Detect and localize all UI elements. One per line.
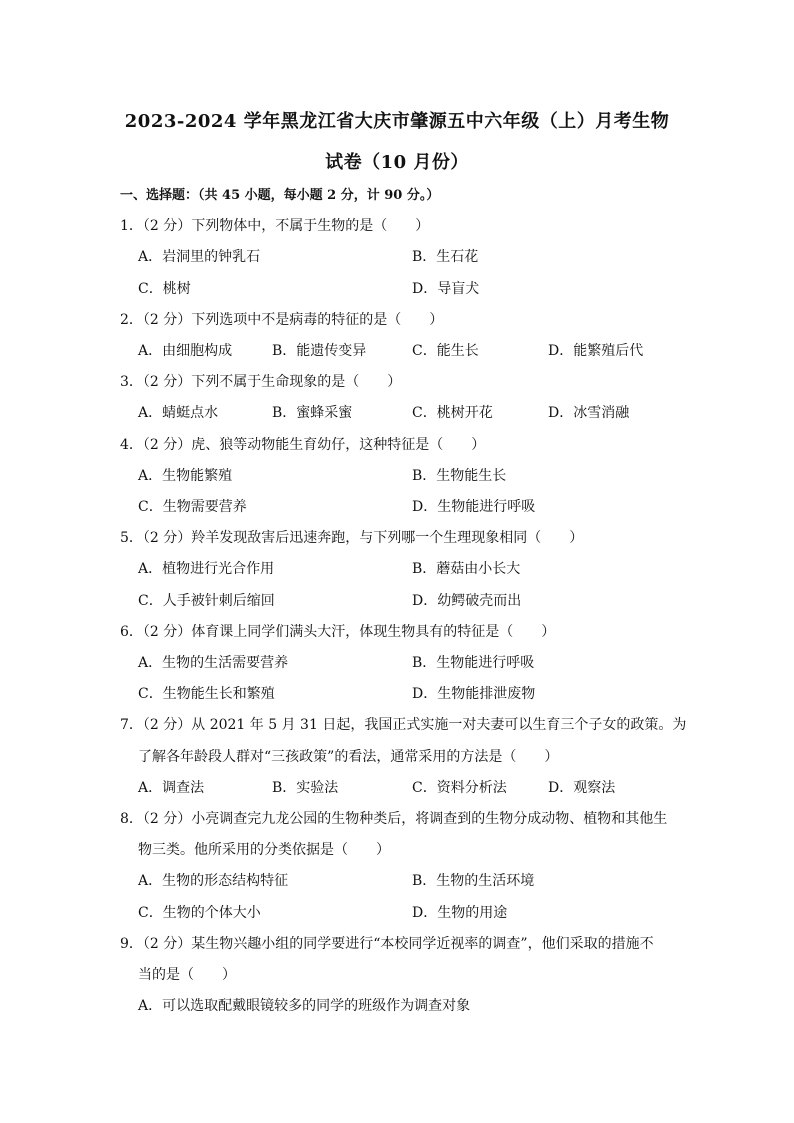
section-heading: 一、选择题：（共 45 小题，每小题 2 分，计 90 分。）	[120, 188, 440, 203]
document-title-line2: 试卷（10 月份）	[325, 152, 469, 173]
question-8-option-b: B．生物的生活环境	[412, 873, 535, 889]
question-2-option-c: C．能生长	[412, 343, 479, 359]
question-3-option-a: A．蜻蜓点水	[138, 405, 219, 421]
question-2-stem: 2．（2 分）下列选项中不是病毒的特征的是（ ）	[120, 312, 444, 328]
question-5-stem: 5．（2 分）羚羊发现敌害后迅速奔跑，与下列哪一个生理现象相同（ ）	[120, 530, 584, 546]
question-2-option-a: A．由细胞构成	[138, 343, 233, 359]
question-5-option-c: C．人手被针刺后缩回	[138, 593, 275, 609]
question-6-stem: 6．（2 分）体育课上同学们满头大汗，体现生物具有的特征是（ ）	[120, 624, 556, 640]
question-4-option-a: A．生物能繁殖	[138, 468, 233, 484]
question-7-stem: 7．（2 分）从 2021 年 5 月 31 日起，我国正式实施一对夫妻可以生育三个子女的政策。为	[120, 717, 687, 733]
question-6-option-b: B．生物能进行呼吸	[412, 655, 535, 671]
question-3-option-c: C．桃树开花	[412, 405, 493, 421]
question-2-option-d: D．能繁殖后代	[548, 343, 644, 359]
question-4-option-d: D．生物能进行呼吸	[412, 499, 536, 515]
question-7-stem-continued: 了解各年龄段人群对“三孩政策”的看法，通常采用的方法是（ ）	[138, 749, 559, 765]
question-1-stem: 1．（2 分）下列物体中，不属于生物的是（ ）	[120, 218, 430, 234]
question-4-stem: 4．（2 分）虎、狼等动物能生育幼仔，这种特征是（ ）	[120, 437, 486, 453]
question-8-option-c: C．生物的个体大小	[138, 905, 261, 921]
question-1-option-b: B．生石花	[412, 249, 479, 265]
question-5-option-b: B．蘑菇由小长大	[412, 561, 521, 577]
question-6-option-a: A．生物的生活需要营养	[138, 655, 289, 671]
question-1-option-d: D．导盲犬	[412, 281, 480, 297]
question-5-option-a: A．植物进行光合作用	[138, 561, 275, 577]
document-title-line1: 2023-2024 学年黑龙江省大庆市肇源五中六年级（上）月考生物	[124, 111, 670, 132]
question-8-stem: 8．（2 分）小亮调查完九龙公园的生物种类后，将调查到的生物分成动物、植物和其他生	[120, 811, 668, 827]
question-9-stem: 9．（2 分）某生物兴趣小组的同学要进行“本校同学近视率的调查”，他们采取的措施不	[120, 936, 654, 952]
question-1-option-c: C．桃树	[138, 281, 191, 297]
question-1-option-a: A．岩洞里的钟乳石	[138, 249, 261, 265]
question-4-option-b: B．生物能生长	[412, 468, 507, 484]
question-5-option-d: D．幼鳄破壳而出	[412, 593, 522, 609]
question-4-option-c: C．生物需要营养	[138, 499, 247, 515]
question-8-option-d: D．生物的用途	[412, 905, 508, 921]
question-9-stem-continued: 当的是（ ）	[138, 967, 236, 983]
question-6-option-c: C．生物能生长和繁殖	[138, 686, 275, 702]
question-2-option-b: B．能遗传变异	[272, 343, 367, 359]
question-6-option-d: D．生物能排泄废物	[412, 686, 536, 702]
question-7-option-a: A．调查法	[138, 780, 205, 796]
question-7-option-c: C．资料分析法	[412, 780, 507, 796]
question-7-option-d: D．观察法	[548, 780, 616, 796]
question-8-option-a: A．生物的形态结构特征	[138, 873, 289, 889]
question-9-option-a: A．可以选取配戴眼镜较多的同学的班级作为调查对象	[138, 998, 471, 1014]
question-3-option-b: B．蜜蜂采蜜	[272, 405, 353, 421]
question-7-option-b: B．实验法	[272, 780, 339, 796]
question-8-stem-continued: 物三类。他所采用的分类依据是（ ）	[138, 842, 390, 858]
question-3-option-d: D．冰雪消融	[548, 405, 630, 421]
question-3-stem: 3．（2 分）下列不属于生命现象的是（ ）	[120, 374, 402, 390]
